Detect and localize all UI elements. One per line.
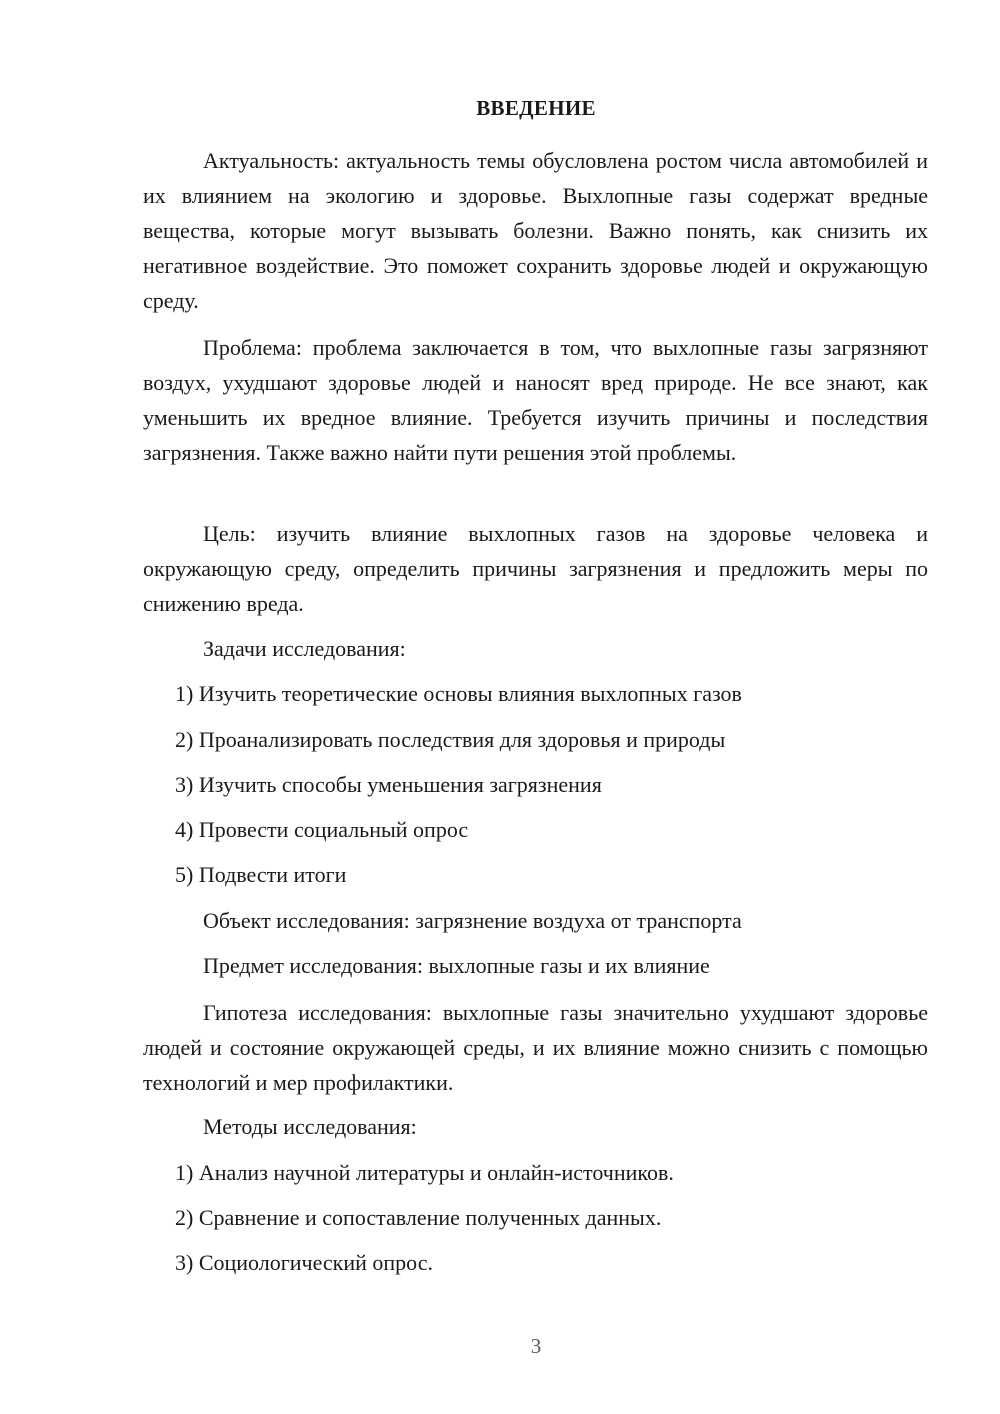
- problem-paragraph: [143, 330, 928, 470]
- relevance-text: Актуальность: актуальность темы обусловлена ростом числа автомобилей и их влиянием на экологию и здоровье. Выхлопные газы содержат вредные вещества, которые могут вызывать болезни. Важно понять, как снизить их негативное воздействие. Это поможет сохранить здоровье людей и окружающую среду.: [143, 148, 928, 313]
- task-item-1: 1) Изучить теоретические основы влияния выхлопных газов: [175, 681, 742, 706]
- goal-paragraph: [143, 516, 928, 621]
- relevance-paragraph: [143, 143, 928, 318]
- methods-heading: Методы исследования:: [203, 1114, 417, 1139]
- task-item-3: 3) Изучить способы уменьшения загрязнения: [175, 772, 602, 797]
- page-title: ВВЕДЕНИЕ: [476, 96, 596, 120]
- research-object: Объект исследования: загрязнение воздуха от транспорта: [203, 908, 742, 933]
- research-subject: Предмет исследования: выхлопные газы и их влияние: [203, 953, 710, 978]
- task-item-2: 2) Проанализировать последствия для здоровья и природы: [175, 727, 726, 752]
- method-item-2: 2) Сравнение и сопоставление полученных данных.: [175, 1205, 662, 1230]
- hypothesis-text: Гипотеза исследования: выхлопные газы значительно ухудшают здоровье людей и состояние окружающей среды, и их влияние можно снизить с помощью технологий и мер профилактики.: [143, 1000, 928, 1095]
- hypothesis-paragraph: [143, 995, 928, 1100]
- method-item-1: 1) Анализ научной литературы и онлайн-источников.: [175, 1160, 674, 1185]
- task-item-5: 5) Подвести итоги: [175, 862, 347, 887]
- task-item-4: 4) Провести социальный опрос: [175, 817, 469, 842]
- problem-text: Проблема: проблема заключается в том, что выхлопные газы загрязняют воздух, ухудшают здоровье людей и наносят вред природе. Не все знают, как уменьшить их вредное влияние. Требуется изучить причины и последствия загрязнения. Также важно найти пути решения этой проблемы.: [143, 335, 928, 465]
- method-item-3: 3) Социологический опрос.: [175, 1250, 433, 1275]
- tasks-heading: Задачи исследования:: [203, 636, 406, 661]
- goal-text: Цель: изучить влияние выхлопных газов на здоровье человека и окружающую среду, определить причины загрязнения и предложить меры по снижению вреда.: [143, 521, 928, 616]
- page-number: 3: [530, 1334, 542, 1358]
